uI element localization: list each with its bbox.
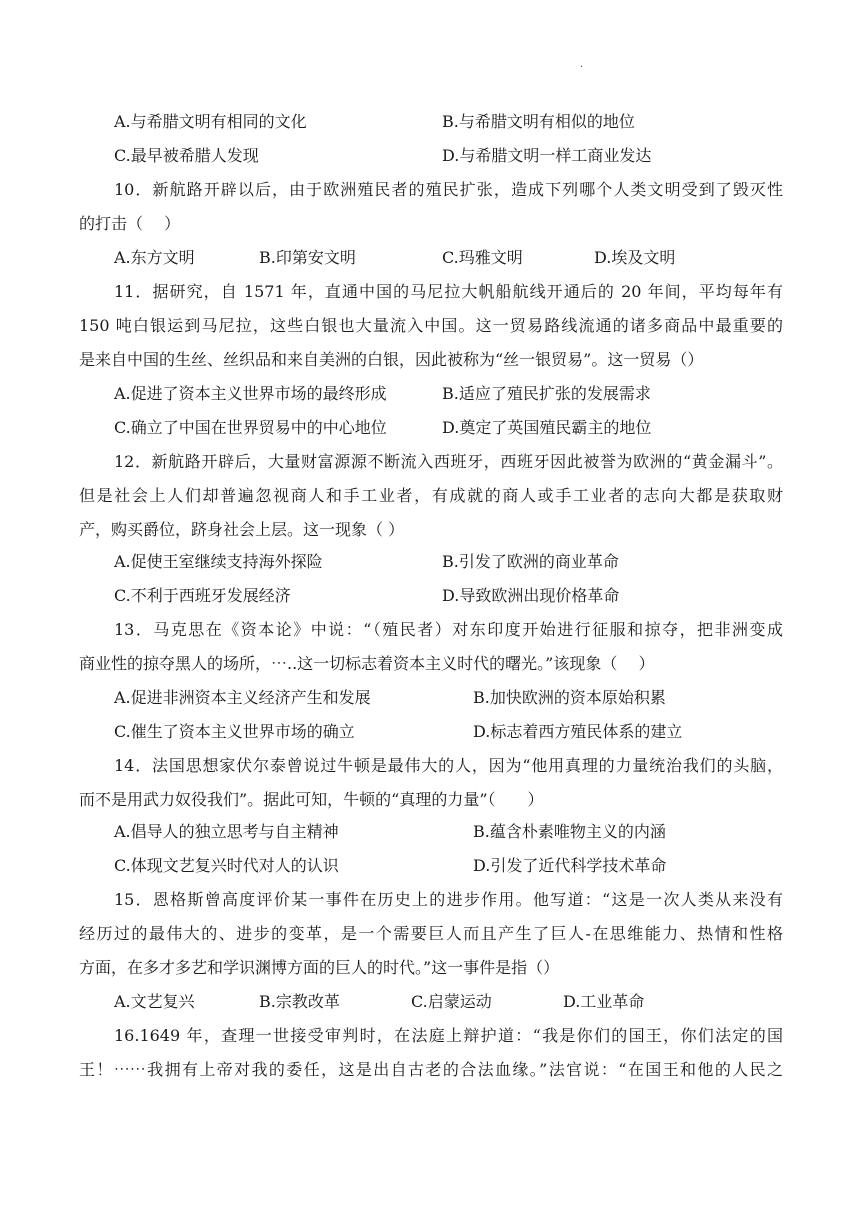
q15-option-d: D.工业革命 (563, 992, 645, 1011)
q10-option-c: C.玛雅文明 (442, 248, 523, 267)
q12-stem-line-3: 产，购买爵位，跻身社会上层。这一现象（ ） (79, 520, 405, 539)
q10-option-a: A.东方文明 (114, 248, 195, 267)
q10-stem-line-1: 10．新航路开辟以后，由于欧洲殖民者的殖民扩张，造成下列哪个人类文明受到了毁灭性 (114, 180, 783, 199)
q14-option-a: A.倡导人的独立思考与自主精神 (114, 822, 339, 841)
q11-stem-line-2: 150 吨白银运到马尼拉，这些白银也大量流入中国。这一贸易路线流通的诸多商品中最重要的 (79, 316, 783, 335)
q16-stem-line-2: 王！⋯⋯我拥有上帝对我的委任，这是出自古老的合法血缘。”法官说：“在国王和他的人民之 (79, 1060, 783, 1079)
q15-option-b: B.宗教改革 (259, 992, 340, 1011)
q11-stem-line-1: 11．据研究，自 1571 年，直通中国的马尼拉大帆船航线开通后的 20 年间，平均每年有 (114, 282, 783, 301)
q13-option-c: C.催生了资本主义世界市场的确立 (114, 722, 355, 741)
q9-option-b: B.与希腊文明有相似的地位 (442, 112, 635, 131)
q13-option-b: B.加快欧洲的资本原始积累 (473, 688, 666, 707)
q15-option-c: C.启蒙运动 (411, 992, 492, 1011)
q9-option-a: A.与希腊文明有相同的文化 (114, 112, 307, 131)
q11-option-d: D.奠定了英国殖民霸主的地位 (442, 418, 652, 437)
q15-option-a: A.文艺复兴 (114, 992, 195, 1011)
q10-option-b: B.印第安文明 (259, 248, 356, 267)
q15-stem-line-1: 15．恩格斯曾高度评价某一事件在历史上的进步作用。他写道：“这是一次人类从来没有 (114, 890, 783, 909)
q10-option-d: D.埃及文明 (594, 248, 676, 267)
q16-stem-line-1: 16.1649 年，查理一世接受审判时，在法庭上辩护道：“我是你们的国王，你们法定的国 (114, 1026, 783, 1045)
q15-stem-line-2: 经历过的最伟大的、进步的变革，是一个需要巨人而且产生了巨人-在思维能力、热情和性格 (79, 924, 783, 943)
q13-stem-line-2: 商业性的掠夺黑人的场所，⋯..这一切标志着资本主义时代的曙光。”该现象（ ） (79, 654, 655, 673)
q14-stem-line-2: 而不是用武力奴役我们”。据此可知，牛顿的“真理的力量”（ ） (79, 790, 544, 809)
q13-option-d: D.标志着西方殖民体系的建立 (473, 722, 683, 741)
q9-option-d: D.与希腊文明一样工商业发达 (442, 146, 652, 165)
q15-stem-line-3: 方面，在多才多艺和学识渊博方面的巨人的时代。”这一事件是指（） (79, 958, 560, 977)
q12-option-b: B.引发了欧洲的商业革命 (442, 552, 619, 571)
q12-option-c: C.不利于西班牙发展经济 (114, 586, 291, 605)
q14-option-c: C.体现文艺复兴时代对人的认识 (114, 856, 339, 875)
q11-option-b: B.适应了殖民扩张的发展需求 (442, 384, 651, 403)
q12-option-a: A.促使王室继续支持海外探险 (114, 552, 323, 571)
q12-stem-line-2: 但是社会上人们却普遍忽视商人和手工业者，有成就的商人或手工业者的志向大都是获取财 (79, 486, 783, 505)
q11-option-a: A.促进了资本主义世界市场的最终形成 (114, 384, 387, 403)
q12-option-d: D.导致欧洲出现价格革命 (442, 586, 620, 605)
q12-stem-line-1: 12．新航路开辟后，大量财富源源不断流入西班牙，西班牙因此被誉为欧洲的“黄金漏斗”。 (114, 452, 783, 471)
header-mark: · (580, 62, 584, 73)
q13-stem-line-1: 13．马克思在《资本论》中说：“（殖民者）对东印度开始进行征服和掠夺，把非洲变成 (114, 620, 783, 639)
q10-stem-line-2: 的打击（ ） (79, 214, 181, 233)
q14-option-b: B.蕴含朴素唯物主义的内涵 (473, 822, 666, 841)
q11-option-c: C.确立了中国在世界贸易中的中心地位 (114, 418, 387, 437)
q13-option-a: A.促进非洲资本主义经济产生和发展 (114, 688, 371, 707)
q9-option-c: C.最早被希腊人发现 (114, 146, 259, 165)
q11-stem-line-3: 是来自中国的生丝、丝织品和来自美洲的白银，因此被称为“丝一银贸易”。这一贸易（） (79, 350, 704, 369)
q14-stem-line-1: 14．法国思想家伏尔泰曾说过牛顿是最伟大的人，因为“他用真理的力量统治我们的头脑， (114, 756, 783, 775)
q14-option-d: D.引发了近代科学技术革命 (473, 856, 667, 875)
